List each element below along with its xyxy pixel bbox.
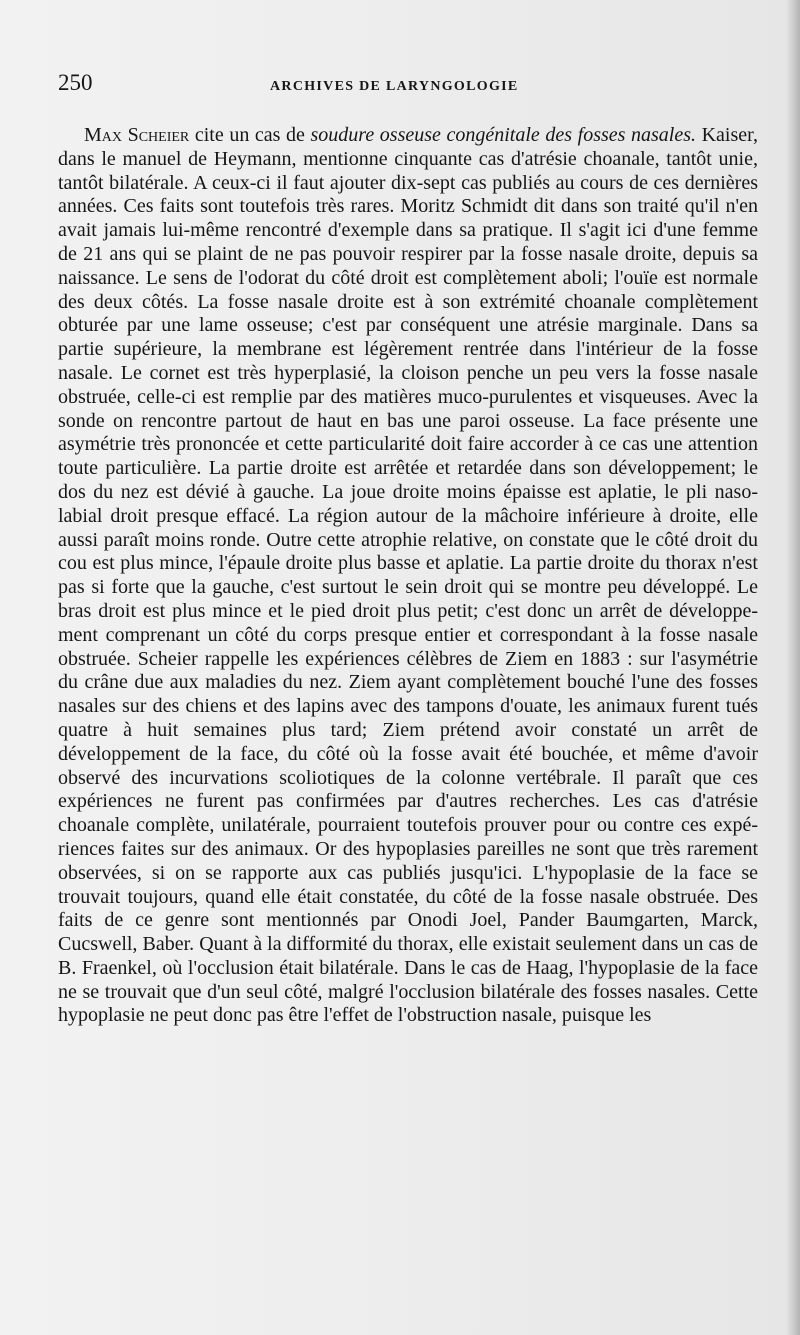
italic-phrase: soudure osseuse congénitale des fosses nasales. bbox=[310, 124, 697, 146]
paragraph bbox=[58, 124, 758, 1028]
page-header bbox=[58, 70, 758, 108]
author-name: Max Scheier bbox=[84, 124, 190, 146]
paragraph-text-1: cite un cas de bbox=[189, 124, 311, 146]
page-number: 250 bbox=[58, 70, 93, 95]
running-title: ARCHIVES DE LARYNGOLOGIE bbox=[270, 79, 519, 94]
paragraph-text-2: Kaiser, dans le manuel de Heymann, mentionne cinquante cas d'atrésie choanale, tantôt unie, tantôt bilatérale. A ceux-ci il faut ajouter dix-sept cas publiés au cours de ces dernières années. Ces faits sont toutefois très rares. Moritz Schmidt dit dans son traité qu'il n'en avait jamais lui-même rencontré d'exemple dans sa pratique. Il s'agit ici d'une femme de 21 ans qui se plaint de ne pas pouvoir respirer par la fosse nasale droite, depuis sa naissance. Le sens de l'odorat du côté droit est complètement aboli; l'ouïe est normale des deux côtés. La fosse nasale droite est à son extrémité choanale complètement obturée par une lame osseuse; c'est par conséquent une atrésie marginale. Dans sa partie supérieure, la membrane est légèrement rentrée dans l'intérieur de la fosse nasale. Le cornet est très hyperplasié, la cloison penche un peu vers la fosse nasale obstruée, celle-ci est remplie par des matières muco-purulentes et visqueuses. Avec la sonde on rencontre partout de haut en bas une paroi osseuse. La face présente une asymétrie très prononcée et cette particularité doit faire accorder à ce cas une attention toute particulière. La partie droite est arrêtée et retardée dans son développement; le dos du nez est dévié à gauche. La joue droite moins épaisse est aplatie, le pli naso-labial droit presque effacé. La région autour de la mâchoire inférieure à droite, elle aussi paraît moins ronde. Outre cette atrophie relative, on constate que le côté droit du cou est plus mince, l'épaule droite plus basse et aplatie. La partie droite du thorax n'est pas si forte que la gauche, c'est surtout le sein droit qui se montre peu développé. Le bras droit est plus mince et le pied droit plus petit; c'est donc un arrêt de développement comprenant un côté du corps presque entier et correspondant à la fosse nasale obstruée. Scheier rappelle les expériences célèbres de Ziem en 1883 : sur l'asymétrie du crâne due aux maladies du nez. Ziem ayant complètement bouché l'une des fosses nasales sur des chiens et des lapins avec des tampons d'ouate, les animaux furent tués quatre à huit semaines plus tard; Ziem prétend avoir constaté un arrêt de développement de la face, du côté où la fosse avait été bouchée, et même d'avoir observé des incurvations scoliotiques de la colonne vertébrale. Il paraît que ces expériences ne furent pas confirmées par d'autres recherches. Les cas d'atrésie choanale complète, unilatérale, pourraient toutefois prouver pour ou contre ces expériences faites sur des animaux. Or des hypoplasies pareilles ne sont que très rarement observées, si on se rapporte aux cas publiés jusqu'ici. L'hypoplasie de la face se trouvait toujours, quand elle était constatée, du côté de la fosse nasale obstruée. Des faits de ce genre sont mentionnés par Onodi Joel, Pander Baumgarten, Marck, Cucswell, Baber. Quant à la difformité du thorax, elle existait seulement dans un cas de B. Fraenkel, où l'occlusion était bilatérale. Dans le cas de Haag, l'hypoplasie de la face ne se trouvait que d'un seul côté, malgré l'occlusion bilatérale des fosses nasales. Cette hypoplasie ne peut donc pas être l'effet de l'obstruction nasale, puisque les bbox=[58, 124, 759, 1027]
body-text bbox=[58, 124, 758, 1028]
page-edge-shadow bbox=[786, 0, 800, 1335]
